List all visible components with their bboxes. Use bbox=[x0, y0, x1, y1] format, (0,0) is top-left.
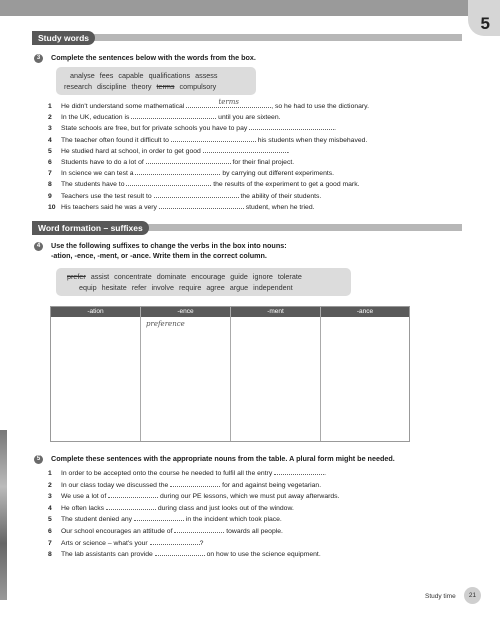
sentence-line bbox=[48, 190, 468, 200]
sentence-text: The students have to bbox=[61, 181, 127, 189]
sentence-text: The student denied any bbox=[61, 516, 134, 524]
word-box-row bbox=[70, 71, 223, 80]
footer-label: Study time bbox=[425, 593, 456, 600]
sentence-text: the results of the experiment to get a good mark. bbox=[211, 181, 360, 189]
sentence-line bbox=[48, 122, 468, 132]
sentence-text: for their final project. bbox=[230, 159, 295, 166]
sentence-line bbox=[48, 479, 468, 489]
sentence-number: 8 bbox=[48, 181, 52, 189]
sentence-text: in the incident which took place. bbox=[183, 516, 282, 524]
exercise-instruction: Complete the sentences below with the words from the box. bbox=[51, 53, 256, 62]
sentence-number: 3 bbox=[48, 493, 52, 501]
box-word: argue bbox=[229, 283, 249, 292]
box-word: assess bbox=[195, 71, 218, 80]
box-word: theory bbox=[131, 82, 152, 91]
sentence-text: Teachers use the test result to bbox=[61, 192, 154, 200]
sentence-number: 5 bbox=[48, 516, 52, 524]
answer-blank[interactable] bbox=[159, 201, 244, 209]
sentence-text: ? bbox=[199, 539, 204, 547]
sentence-number: 6 bbox=[48, 159, 52, 166]
verb-box-row bbox=[79, 283, 298, 292]
box-word: research bbox=[64, 82, 92, 91]
answer-blank[interactable] bbox=[150, 537, 200, 545]
sentence-text: In science we can test a bbox=[61, 170, 136, 178]
box-word: involve bbox=[151, 283, 174, 292]
box-word: dominate bbox=[156, 272, 187, 281]
sentence-line bbox=[48, 111, 468, 121]
answer-blank[interactable] bbox=[108, 490, 158, 498]
answer-blank[interactable] bbox=[154, 190, 239, 198]
example-answer: preference bbox=[146, 320, 185, 328]
sentence-number: 1 bbox=[48, 103, 52, 110]
sentence-line bbox=[48, 548, 468, 558]
section-title: Word formation – suffixes bbox=[32, 221, 149, 235]
box-word: hesitate bbox=[101, 283, 127, 292]
sentence-text: . bbox=[334, 125, 337, 133]
sentence-number: 8 bbox=[48, 551, 52, 559]
box-word: analyse bbox=[70, 71, 95, 80]
box-word: terms bbox=[156, 82, 175, 91]
sentence-line bbox=[48, 201, 468, 211]
sentence-text: The lab assistants can provide bbox=[61, 551, 155, 559]
sentence-number: 7 bbox=[48, 170, 52, 178]
answer-blank[interactable] bbox=[134, 513, 184, 521]
sentence-text: He didn't understand some mathematical bbox=[61, 103, 187, 110]
section-title: Study words bbox=[32, 31, 95, 45]
sentence-text: . bbox=[287, 147, 290, 155]
sentence-text: State schools are free, but for private schools you have to pay bbox=[61, 125, 250, 133]
column-header-ence: -ence bbox=[141, 307, 230, 317]
answer-blank[interactable] bbox=[186, 100, 271, 108]
sentence-number: 7 bbox=[48, 539, 52, 547]
box-word: tolerate bbox=[277, 272, 302, 281]
box-word: ignore bbox=[252, 272, 273, 281]
sentence-text: , so he had to use the dictionary. bbox=[271, 103, 369, 110]
sentence-line bbox=[48, 467, 468, 477]
sentence-number: 2 bbox=[48, 481, 52, 489]
exercise-number-badge: 4 bbox=[34, 242, 43, 251]
sentence-number: 1 bbox=[48, 470, 52, 477]
section-header-word-formation bbox=[32, 221, 462, 235]
page-number: 21 bbox=[464, 587, 481, 604]
exercise-number-badge: 5 bbox=[34, 455, 43, 464]
box-word: refer bbox=[131, 283, 147, 292]
box-word: assist bbox=[90, 272, 110, 281]
answer-blank[interactable] bbox=[131, 111, 216, 119]
exercise-instruction: Complete these sentences with the appropriate nouns from the table. A plural form might be needed. bbox=[51, 454, 395, 463]
box-word: independent bbox=[253, 283, 293, 292]
top-bar bbox=[0, 0, 500, 16]
answer-blank[interactable] bbox=[106, 502, 156, 510]
box-word: fees bbox=[99, 71, 114, 80]
answer-blank[interactable] bbox=[146, 156, 231, 164]
sentence-number: 4 bbox=[48, 504, 52, 512]
sentence-line bbox=[48, 513, 468, 523]
sentence-line bbox=[48, 502, 468, 512]
sentence-text: His teachers said he was a very bbox=[61, 203, 159, 211]
sentence-number: 10 bbox=[48, 203, 56, 211]
sentence-number: 2 bbox=[48, 114, 52, 122]
sentence-line bbox=[48, 167, 468, 177]
answer-blank[interactable] bbox=[174, 525, 224, 533]
column-header-ation: -ation bbox=[51, 307, 140, 317]
sentence-number: 4 bbox=[48, 136, 52, 144]
box-word: qualifications bbox=[148, 71, 191, 80]
exercise-number-badge: 3 bbox=[34, 54, 43, 63]
side-photo-strip bbox=[0, 430, 7, 600]
column-header-ance: -ance bbox=[321, 307, 409, 317]
sentence-text: student, when he tried. bbox=[243, 203, 315, 211]
answer-blank[interactable] bbox=[171, 134, 256, 142]
box-word: concentrate bbox=[114, 272, 152, 281]
box-word: encourage bbox=[191, 272, 226, 281]
sentence-number: 3 bbox=[48, 125, 52, 133]
sentence-text: on how to use the science equipment. bbox=[204, 551, 321, 559]
answer-blank[interactable] bbox=[126, 178, 211, 186]
handwritten-answer: terms bbox=[218, 98, 239, 106]
sentence-text: We use a lot of bbox=[61, 493, 109, 501]
verb-box-row bbox=[67, 272, 307, 281]
answer-blank[interactable] bbox=[274, 467, 327, 477]
section-header-study-words bbox=[32, 31, 462, 45]
sentence-text: Arts or science – what's your bbox=[61, 539, 150, 547]
suffix-table bbox=[50, 306, 410, 442]
word-box-row bbox=[64, 82, 221, 91]
sentence-line bbox=[48, 537, 468, 547]
answer-blank[interactable] bbox=[249, 122, 337, 133]
sentence-text: Our school encourages an attitude of bbox=[61, 528, 175, 535]
column-divider bbox=[140, 307, 141, 441]
answer-blank[interactable] bbox=[155, 548, 205, 556]
section-bar bbox=[32, 34, 462, 41]
sentence-number: 9 bbox=[48, 192, 52, 200]
box-word: equip bbox=[79, 283, 97, 292]
sentence-text: . bbox=[324, 470, 327, 477]
sentence-line bbox=[48, 525, 468, 535]
sentence-text: In our class today we discussed the bbox=[61, 481, 171, 489]
column-divider bbox=[230, 307, 231, 441]
sentence-text: The teacher often found it difficult to bbox=[61, 136, 171, 144]
sentence-text: the ability of their students. bbox=[238, 192, 322, 200]
sentence-line bbox=[48, 145, 468, 155]
sentence-text: until you are sixteen. bbox=[216, 114, 281, 122]
sentence-line bbox=[48, 178, 468, 188]
sentence-text: his students when they misbehaved. bbox=[255, 136, 368, 144]
column-header-ment: -ment bbox=[231, 307, 320, 317]
sentence-number: 6 bbox=[48, 528, 52, 535]
box-word: agree bbox=[206, 283, 225, 292]
sentence-text: for and against being vegetarian. bbox=[220, 481, 322, 489]
sentence-text: during class and just looks out of the window. bbox=[155, 504, 294, 512]
answer-blank[interactable] bbox=[203, 145, 288, 153]
sentence-line bbox=[48, 490, 468, 500]
sentence-text: In order to be accepted onto the course he needed to fulfil all the entry bbox=[61, 470, 275, 477]
sentence-text: He often lacks bbox=[61, 504, 106, 512]
exercise-instruction: -ation, -ence, -ment, or -ance. Write them in the correct column. bbox=[51, 251, 267, 260]
sentence-line bbox=[48, 156, 468, 166]
sentence-line bbox=[48, 100, 468, 110]
box-word: capable bbox=[118, 71, 144, 80]
answer-blank[interactable] bbox=[170, 479, 220, 487]
box-word: discipline bbox=[96, 82, 127, 91]
column-divider bbox=[320, 307, 321, 441]
sentence-text: towards all people. bbox=[224, 528, 283, 535]
sentence-text: Students have to do a lot of bbox=[61, 159, 146, 166]
unit-number: 5 bbox=[480, 14, 490, 33]
exercise-instruction: Use the following suffixes to change the verbs in the box into nouns: bbox=[51, 241, 287, 250]
sentence-text: during our PE lessons, which we must put away afterwards. bbox=[158, 493, 340, 501]
answer-blank[interactable] bbox=[135, 167, 220, 175]
box-word: require bbox=[178, 283, 202, 292]
box-word: compulsory bbox=[179, 82, 217, 91]
sentence-text: In the UK, education is bbox=[61, 114, 132, 122]
sentence-line bbox=[48, 134, 468, 144]
sentence-number: 5 bbox=[48, 147, 52, 155]
box-word: guide bbox=[230, 272, 248, 281]
box-word: prefer bbox=[67, 272, 86, 281]
sentence-text: He studied hard at school, in order to get good bbox=[61, 147, 203, 155]
sentence-text: by carrying out different experiments. bbox=[220, 170, 335, 178]
